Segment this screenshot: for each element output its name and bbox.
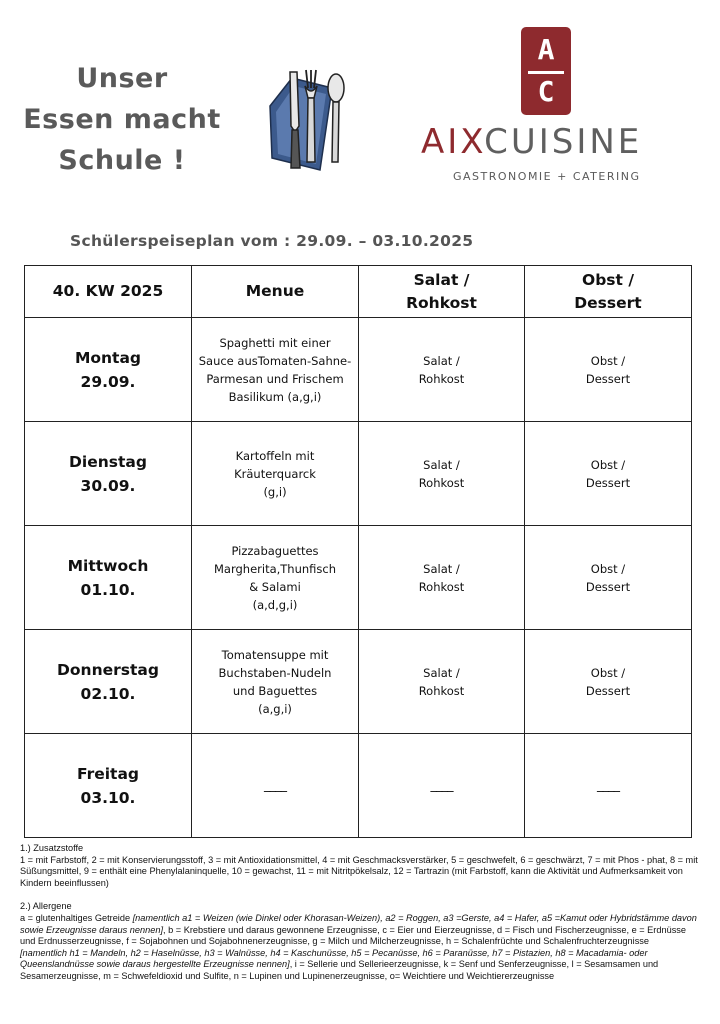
salad-line: Salat / bbox=[423, 457, 460, 472]
day-name: Dienstag bbox=[69, 452, 147, 471]
logo-divider bbox=[528, 71, 564, 74]
menu-line: Kräuterquarck bbox=[234, 466, 316, 481]
dessert-cell bbox=[525, 734, 692, 838]
salad-cell bbox=[359, 734, 525, 838]
salad-line: Salat / bbox=[423, 353, 460, 368]
salad-line: Rohkost bbox=[418, 579, 465, 594]
table-row-friday bbox=[25, 734, 692, 838]
slogan-line: Unser bbox=[76, 63, 168, 94]
day-name: Montag bbox=[74, 348, 142, 367]
day-cell bbox=[25, 422, 192, 526]
day-cell bbox=[25, 630, 192, 734]
table-header-row bbox=[25, 266, 692, 318]
header-salad-line: Rohkost bbox=[406, 293, 477, 312]
additives-title: 1.) Zusatzstoffe bbox=[20, 843, 84, 853]
salad-line: ____ bbox=[430, 778, 453, 793]
brand-cuisine: CUISINE bbox=[484, 122, 643, 162]
day-date: 02.10. bbox=[80, 684, 136, 703]
allergens-a-prefix: a = glutenhaltiges Getreide bbox=[20, 912, 133, 923]
menu-cell bbox=[192, 422, 359, 526]
table-row-monday bbox=[25, 318, 692, 422]
dessert-line: Dessert bbox=[585, 579, 631, 594]
header-week: 40. KW 2025 bbox=[25, 266, 192, 318]
menu-line: ____ bbox=[264, 778, 286, 793]
dessert-line: Dessert bbox=[585, 475, 631, 490]
header-dessert-line: Obst / bbox=[582, 270, 634, 289]
menu-line: und Baguettes bbox=[232, 683, 318, 698]
day-date: 29.09. bbox=[80, 372, 136, 391]
aixcuisine-logo-mark bbox=[521, 27, 571, 115]
allergens-a-detail: [namentlich a1 = Weizen (wie Dinkel oder Khorasan-Weizen), a2 = Roggen, a3 =Gerste, a4 = Hafer, a5 =Kamut oder Hybridstämme davon sowie Erzeugnisse daraus nennen] bbox=[20, 912, 697, 935]
menu-cell bbox=[192, 526, 359, 630]
menu-line: (a,d,g,i) bbox=[252, 597, 298, 612]
allergens-h-detail: [namentlich h1 = Mandeln, h2 = Haselnüsse, h3 = Walnüsse, h4 = Kaschunüsse, h5 = Pecanüsse, h6 = Paranüsse, h7 = Pistazien, h8 = Macadamia- oder Queenslandnüsse sowie daraus hergestellte Erzeugnisse nennen] bbox=[20, 947, 648, 970]
menu-line: Parmesan und Frischem bbox=[206, 371, 344, 386]
brand-tagline: GASTRONOMIE + CATERING bbox=[453, 170, 641, 183]
allergens-text bbox=[20, 913, 698, 983]
header-dessert bbox=[525, 266, 692, 318]
dessert-cell bbox=[525, 630, 692, 734]
menu-line: & Salami bbox=[249, 579, 301, 594]
day-name: Donnerstag bbox=[57, 660, 159, 679]
menu-line: Buchstaben-Nudeln bbox=[218, 665, 332, 680]
logo-letter-top: A bbox=[537, 33, 555, 66]
salad-line: Salat / bbox=[423, 561, 460, 576]
menu-line: (g,i) bbox=[263, 484, 287, 499]
additives-text: 1 = mit Farbstoff, 2 = mit Konservierungsstoff, 3 = mit Antioxidationsmittel, 4 = mit Geschmacksverstärker, 5 = geschwefelt, 6 = geschwärzt, 7 = mit Phos - phat, 8 = mit Süßungsmittel, 9 = enthält eine Phenylalaninquelle, 10 = gewachst, 11 = mit Nitritpökelsalz, 12 = Tartrazin (mit Farbstoff, kann die Aktivität und Aufmerksamkeit von Kindern beeinflussen) bbox=[20, 854, 698, 888]
header-salad bbox=[359, 266, 525, 318]
cutlery-illustration-icon bbox=[262, 66, 354, 180]
menu-line: Pizzabaguettes bbox=[231, 543, 319, 558]
menu-line: Tomatensuppe mit bbox=[221, 647, 329, 662]
slogan-line: Essen macht bbox=[23, 104, 221, 135]
table-row-wednesday bbox=[25, 526, 692, 630]
dessert-cell bbox=[525, 526, 692, 630]
menu-line: Margherita,Thunfisch bbox=[213, 561, 337, 576]
table-row-thursday bbox=[25, 630, 692, 734]
table-row-tuesday bbox=[25, 422, 692, 526]
menu-cell bbox=[192, 318, 359, 422]
plan-title: Schülerspeiseplan vom : 29.09. – 03.10.2025 bbox=[70, 232, 474, 250]
dessert-line: Dessert bbox=[585, 371, 631, 386]
allergens-end: , i = Sellerie und Sellerieerzeugnisse, k = Senf und Senferzeugnisse, l = Sesamsamen und Sesamerzeugnisse, m = Schwefeldioxid und Sulfite, n = Lupinen und Lupinenerzeugnisse, o= Weichtiere und Weichtiererzeugnisse bbox=[20, 959, 659, 981]
menu-cell bbox=[192, 734, 359, 838]
day-date: 01.10. bbox=[80, 580, 136, 599]
brand-aix: AIX bbox=[421, 122, 485, 162]
menu-cell bbox=[192, 630, 359, 734]
salad-line: Rohkost bbox=[418, 683, 465, 698]
allergens-mid: , b = Krebstiere und daraus gewonnene Erzeugnisse, c = Eier und Eierzeugnisse, d = Fisch und Fischerzeugnisse, e = Erdnüsse und Erdnusserzeugnisse, f = Sojabohnen und Sojabohnenerzeugnisse, g = Milch und Milcherzeugnisse, h = Schalenfrüchte und Schalenfruchterzeugnisse bbox=[20, 924, 686, 947]
menu-line: Basilikum (a,g,i) bbox=[228, 389, 322, 404]
day-name: Freitag bbox=[76, 764, 140, 783]
menu-line: (a,g,i) bbox=[258, 701, 292, 716]
slogan bbox=[22, 58, 222, 181]
header-dessert-line: Dessert bbox=[574, 293, 642, 312]
day-name: Mittwoch bbox=[67, 556, 149, 575]
day-date: 03.10. bbox=[80, 788, 136, 807]
menu-line: Sauce ausTomaten-Sahne- bbox=[198, 353, 352, 368]
salad-line: Salat / bbox=[423, 665, 460, 680]
salad-line: Rohkost bbox=[418, 371, 465, 386]
salad-cell bbox=[359, 422, 525, 526]
salad-cell bbox=[359, 318, 525, 422]
dessert-cell bbox=[525, 318, 692, 422]
brand-name bbox=[421, 122, 681, 162]
header-menu: Menue bbox=[192, 266, 359, 318]
footnotes bbox=[20, 843, 698, 983]
dessert-cell bbox=[525, 422, 692, 526]
dessert-line: Dessert bbox=[585, 683, 631, 698]
menu-line: Spaghetti mit einer bbox=[219, 335, 331, 350]
salad-cell bbox=[359, 630, 525, 734]
dessert-line: Obst / bbox=[590, 561, 626, 576]
day-cell bbox=[25, 734, 192, 838]
dessert-line: Obst / bbox=[590, 353, 626, 368]
slogan-line: Schule ! bbox=[58, 145, 186, 176]
logo-letter-bottom: C bbox=[537, 75, 555, 108]
dessert-line: Obst / bbox=[590, 457, 626, 472]
day-date: 30.09. bbox=[80, 476, 136, 495]
menu-line: Kartoffeln mit bbox=[235, 448, 315, 463]
allergens-title: 2.) Allergene bbox=[20, 901, 72, 912]
header-salad-line: Salat / bbox=[413, 270, 470, 289]
menu-table bbox=[24, 265, 692, 838]
dessert-line: ____ bbox=[597, 778, 619, 793]
day-cell bbox=[25, 318, 192, 422]
day-cell bbox=[25, 526, 192, 630]
dessert-line: Obst / bbox=[590, 665, 626, 680]
salad-cell bbox=[359, 526, 525, 630]
salad-line: Rohkost bbox=[418, 475, 465, 490]
